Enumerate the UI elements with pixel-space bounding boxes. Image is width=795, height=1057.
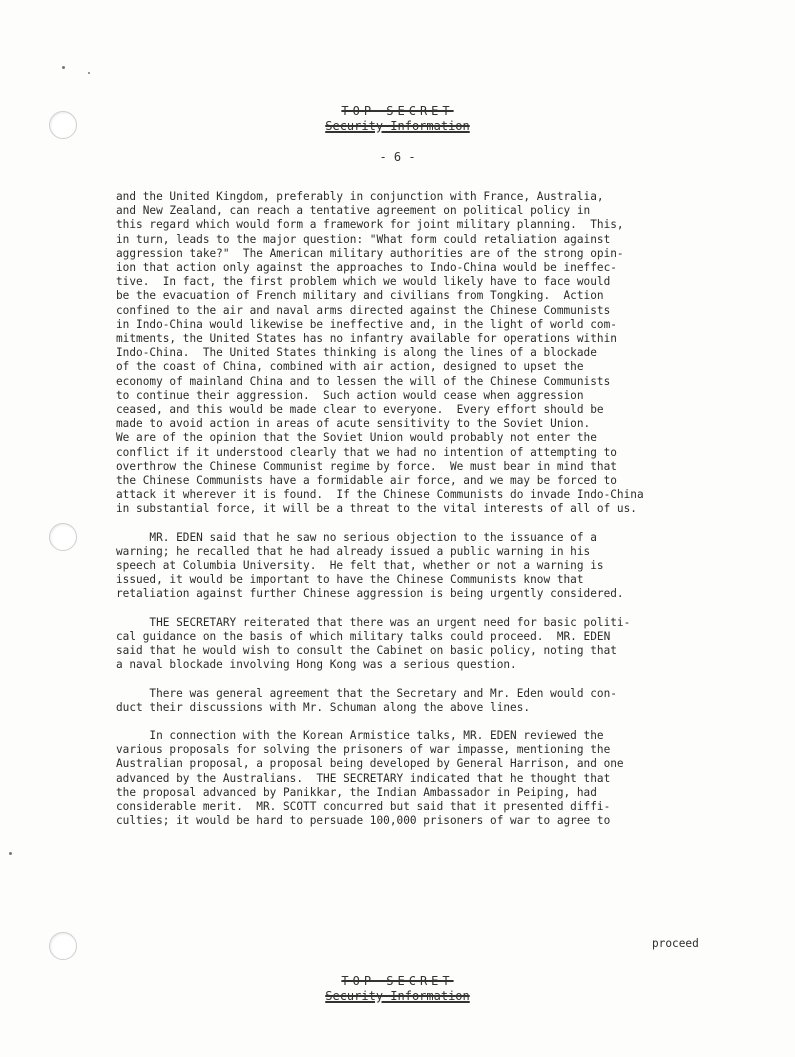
- header-classification-title: TOP SECRET: [341, 104, 454, 118]
- footer-classification: [0, 974, 795, 1004]
- memo-line: aggression take?" The American military authorities are of the strong opin-: [116, 246, 624, 260]
- memo-line: duct their discussions with Mr. Schuman along the above lines.: [116, 700, 531, 714]
- memo-line: cal guidance on the basis of which military talks could proceed. MR. EDEN: [116, 629, 611, 643]
- punch-hole-middle: [49, 523, 77, 551]
- memo-body: [116, 190, 756, 842]
- memo-line: this regard which would form a framework for joint military planning. This,: [116, 218, 624, 232]
- paper-speck: [62, 66, 65, 69]
- memo-line: ceased, and this would be made clear to everyone. Every effort should be: [116, 403, 604, 417]
- memo-line: attack it wherever it is found. If the Chinese Communists do invade Indo-China: [116, 488, 644, 502]
- memo-line: ion that action only against the approaches to Indo-China would be ineffec-: [116, 261, 617, 275]
- memo-line: Indo-China. The United States thinking is along the lines of a blockade: [116, 346, 597, 360]
- memo-line: considerable merit. MR. SCOTT concurred but said that it presented diffi-: [116, 799, 611, 813]
- memo-line: THE SECRETARY reiterated that there was an urgent need for basic politi-: [116, 615, 631, 629]
- memo-line: warning; he recalled that he had already issued a public warning in his: [116, 544, 591, 558]
- memo-line: the Chinese Communists have a formidable air force, and we may be forced to: [116, 474, 617, 488]
- memo-line: to continue their aggression. Such action would cease when aggression: [116, 388, 584, 402]
- memo-line: MR. EDEN said that he saw no serious objection to the issuance of a: [116, 530, 597, 544]
- memo-paragraph: [116, 616, 756, 673]
- memo-line: in substantial force, it will be a threat to the vital interests of all of us.: [116, 502, 637, 516]
- memo-line: various proposals for solving the prisoners of war impasse, mentioning the: [116, 743, 611, 757]
- memo-line: tive. In fact, the first problem which we would likely have to face would: [116, 275, 611, 289]
- memo-line: a naval blockade involving Hong Kong was a serious question.: [116, 658, 517, 672]
- memo-paragraph: [116, 190, 756, 517]
- memo-line: There was general agreement that the Secretary and Mr. Eden would con-: [116, 686, 617, 700]
- memo-line: the proposal advanced by Panikkar, the Indian Ambassador in Peiping, had: [116, 785, 597, 799]
- memo-line: issued, it would be important to have the Chinese Communists know that: [116, 573, 584, 587]
- memo-line: economy of mainland China and to lessen the will of the Chinese Communists: [116, 374, 611, 388]
- memo-line: said that he would wish to consult the Cabinet on basic policy, noting that: [116, 644, 617, 658]
- memo-line: retaliation against further Chinese aggression is being urgently considered.: [116, 587, 624, 601]
- memo-line: of the coast of China, combined with air action, designed to upset the: [116, 360, 584, 374]
- footer-classification-title: TOP SECRET: [341, 974, 454, 988]
- memo-line: culties; it would be hard to persuade 100,000 prisoners of war to agree to: [116, 814, 611, 828]
- header-classification: [0, 104, 795, 134]
- memo-line: in turn, leads to the major question: "What form could retaliation against: [116, 232, 611, 246]
- header-classification-subtitle: Security Information: [325, 119, 470, 133]
- page-number: - 6 -: [379, 150, 416, 164]
- memo-line: conflict if it understood clearly that we had no intention of attempting to: [116, 445, 617, 459]
- memo-line: overthrow the Chinese Communist regime by force. We must bear in mind that: [116, 459, 617, 473]
- memo-line: speech at Columbia University. He felt that, whether or not a warning is: [116, 559, 604, 573]
- paper-speck: [9, 852, 12, 855]
- memo-line: In connection with the Korean Armistice talks, MR. EDEN reviewed the: [116, 728, 604, 742]
- memo-line: advanced by the Australians. THE SECRETARY indicated that he thought that: [116, 771, 611, 785]
- memo-line: confined to the air and naval arms directed against the Chinese Communists: [116, 303, 611, 317]
- memo-line: and the United Kingdom, preferably in conjunction with France, Australia,: [116, 190, 604, 203]
- memo-line: Australian proposal, a proposal being developed by General Harrison, and one: [116, 757, 624, 771]
- memo-line: made to avoid action in areas of acute sensitivity to the Soviet Union.: [116, 417, 591, 431]
- memo-line: mitments, the United States has no infantry available for operations within: [116, 332, 617, 346]
- memo-paragraph: [116, 531, 756, 602]
- memo-line: be the evacuation of French military and civilians from Tongking. Action: [116, 289, 604, 303]
- memo-line: and New Zealand, can reach a tentative agreement on political policy in: [116, 204, 591, 218]
- memo-line: in Indo-China would likewise be ineffective and, in the light of world com-: [116, 317, 617, 331]
- paper-speck: [88, 72, 90, 74]
- memo-paragraph: [116, 729, 756, 828]
- punch-hole-bottom: [49, 932, 77, 960]
- footer-classification-subtitle: Security Information: [325, 989, 470, 1003]
- memo-line: We are of the opinion that the Soviet Union would probably not enter the: [116, 431, 597, 445]
- memo-paragraph: [116, 687, 756, 715]
- continuation-word: proceed: [652, 937, 699, 950]
